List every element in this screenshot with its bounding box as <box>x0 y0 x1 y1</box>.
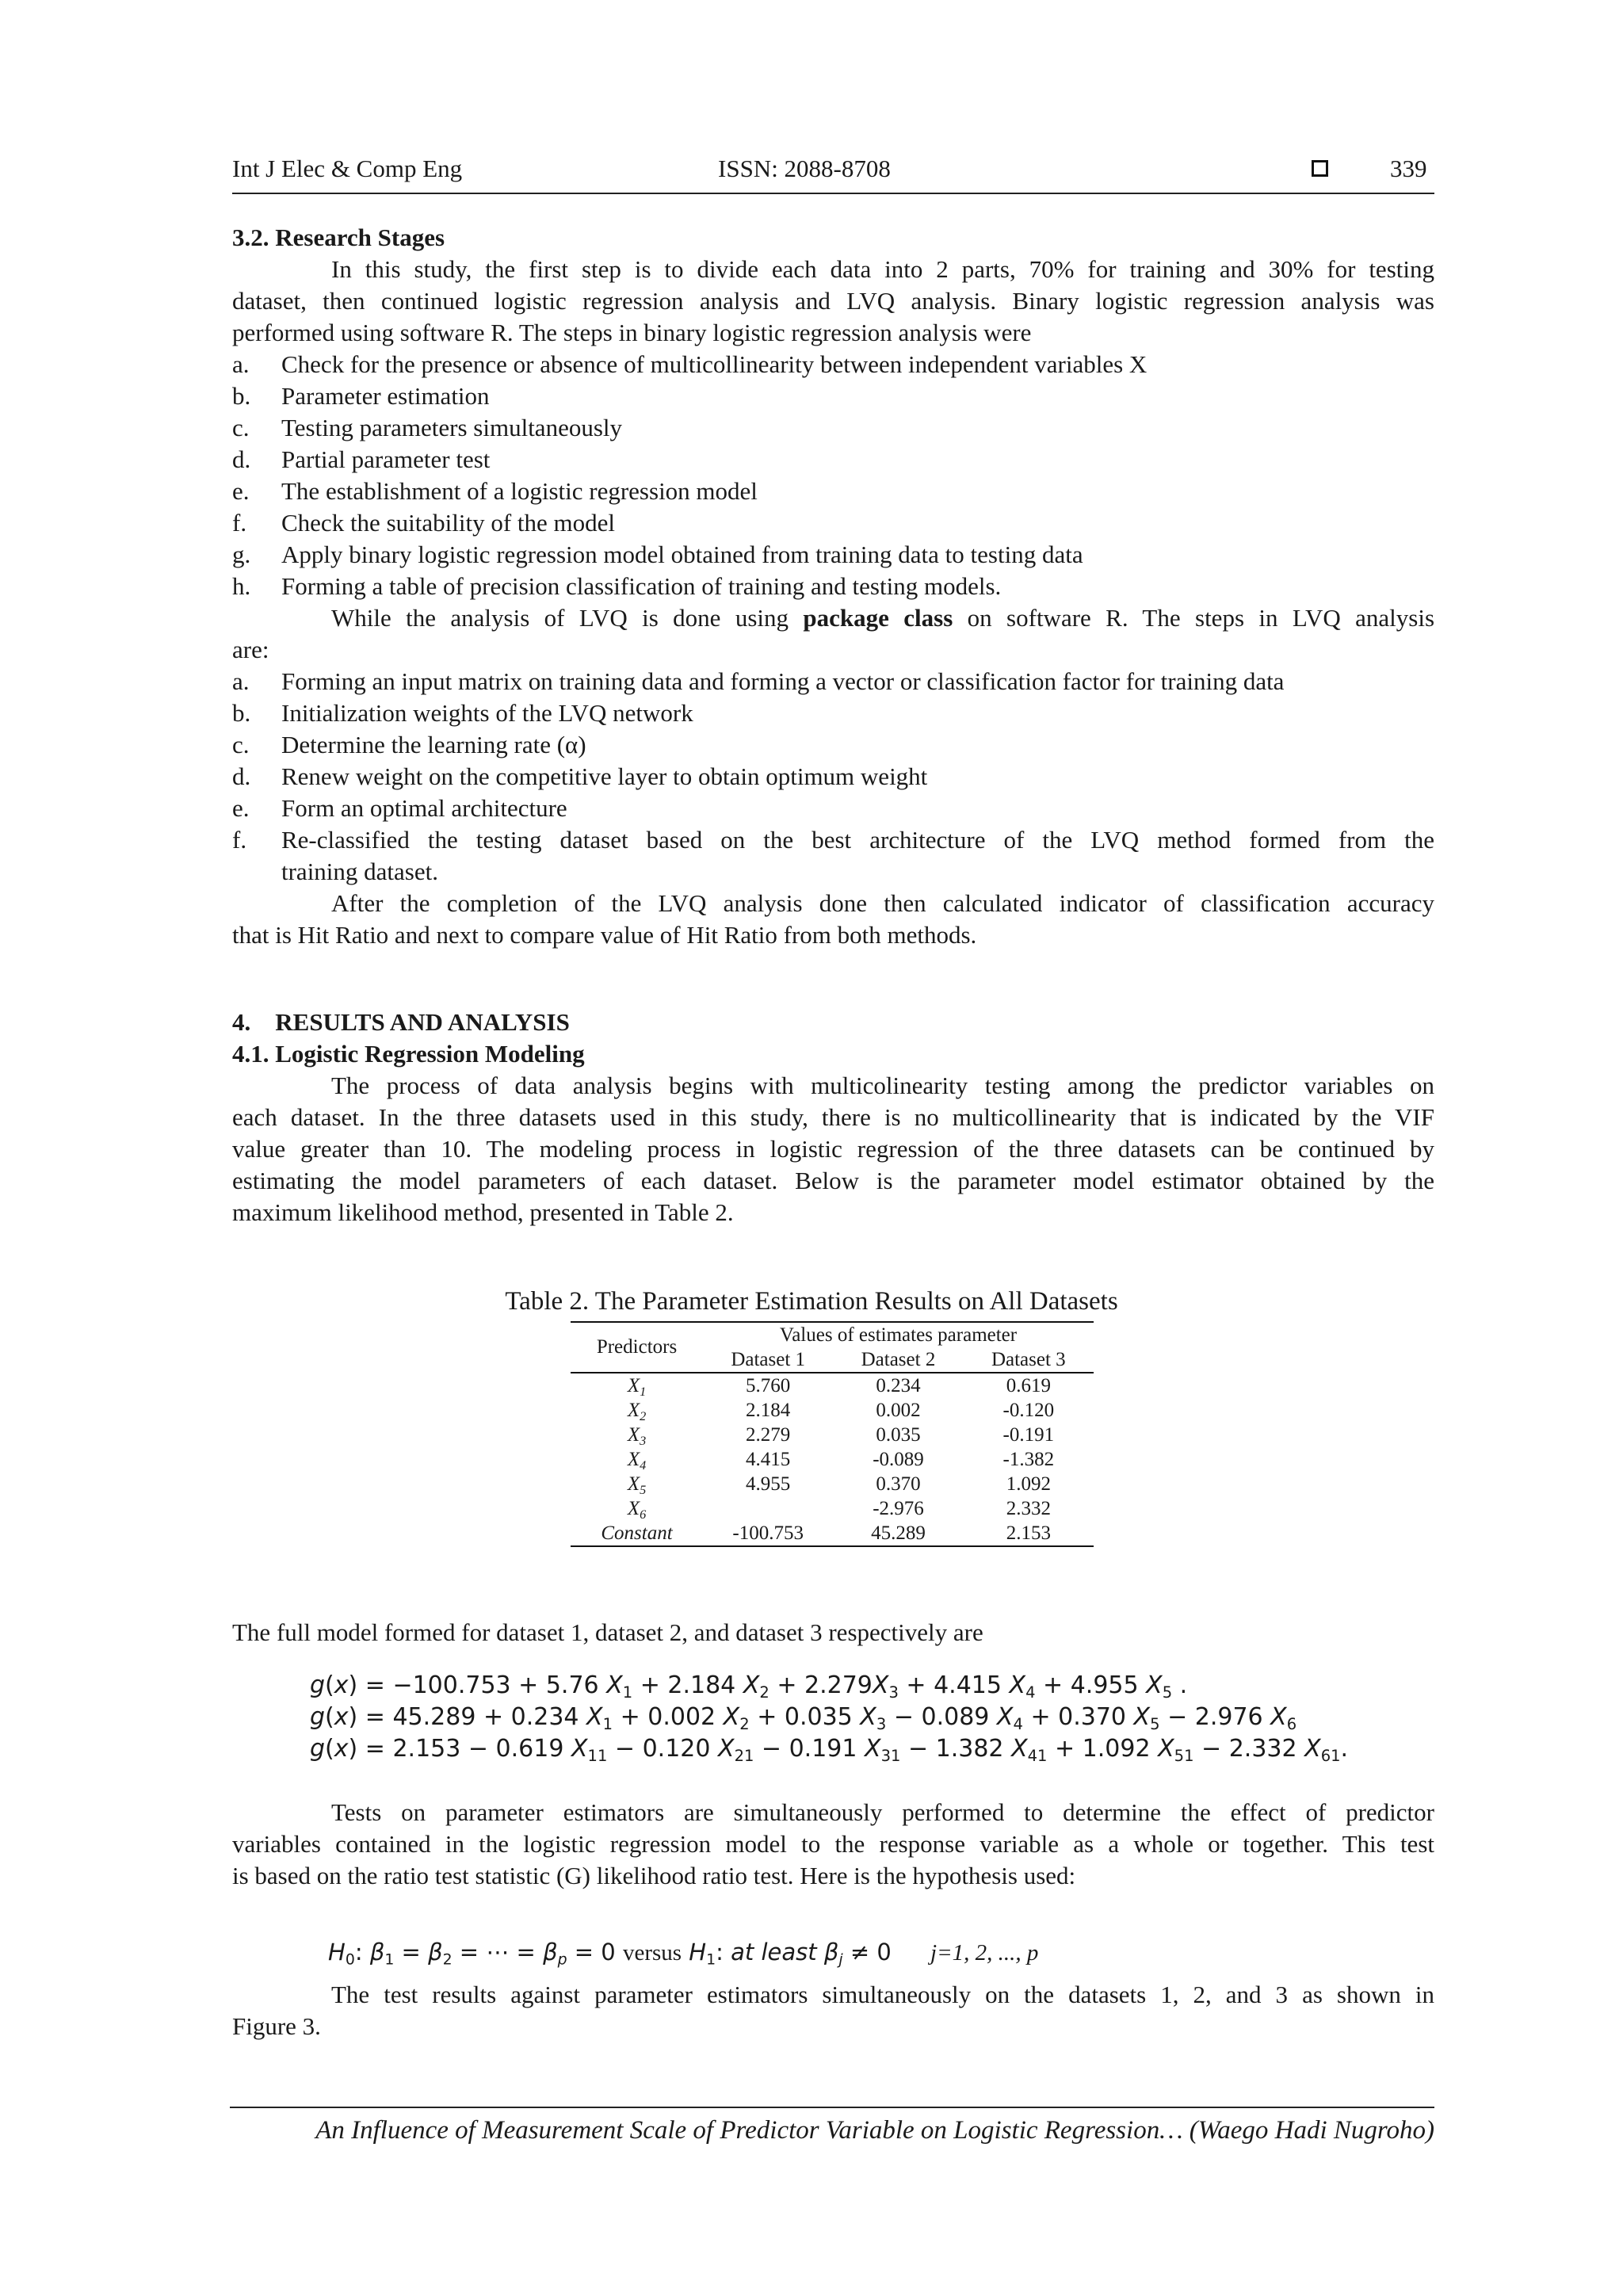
table-row: $X_6$ -2.976 2.332 <box>627 1497 1051 1522</box>
paragraph-line: estimating the model parameters of each dataset. Below is the parameter model estimator obtained by the <box>232 1167 1434 1194</box>
running-header <box>232 153 1434 194</box>
table-row: $X_3$ 2.279 0.035 -0.191 <box>627 1423 1055 1448</box>
paragraph-line: The test results against parameter estimators simultaneously on the datasets 1, 2, and 3 as shown in <box>331 1981 1434 2008</box>
table-row: $X_4$ 4.415 -0.089 -1.382 <box>627 1448 1055 1473</box>
section-heading-4-1: 4.1. Logistic Regression Modeling <box>232 1040 585 1068</box>
paragraph-line: While the analysis of LVQ is done using package class on software R. The steps in LVQ analysis <box>331 604 1435 632</box>
column-group-header: Values of estimates parameter <box>779 1324 1018 1346</box>
models-intro: The full model formed for dataset 1, dataset 2, and dataset 3 respectively are <box>232 1618 983 1646</box>
table-row: $X_1$ 5.760 0.234 0.619 <box>627 1374 1051 1399</box>
paragraph-line: variables contained in the logistic regression model to the response variable as a whole or together. This test <box>232 1830 1434 1858</box>
paragraph-line: Figure 3. <box>232 2012 321 2040</box>
table-row-constant: Constant -100.753 45.289 2.153 <box>571 1521 1094 1546</box>
paragraph-line: dataset, then continued logistic regression analysis and LVQ analysis. Binary logistic regression analysis was <box>232 287 1434 315</box>
table-row: $X_5$ 4.955 0.370 1.092 <box>627 1473 1051 1497</box>
paragraph-line: that is Hit Ratio and next to compare value of Hit Ratio from both methods. <box>232 921 977 949</box>
column-header: Dataset 2 <box>833 1347 963 1373</box>
table-caption: Table 2. The Parameter Estimation Results on All Datasets <box>505 1287 1118 1316</box>
paragraph-line: After the completion of the LVQ analysis done then calculated indicator of classification accuracy <box>331 889 1434 917</box>
checkbox-square-icon <box>1312 160 1328 177</box>
column-header: Dataset 1 <box>703 1347 833 1373</box>
running-footer: An Influence of Measurement Scale of Predictor Variable on Logistic Regression… (Waego Hadi Nugroho) <box>230 2107 1434 2145</box>
column-header: Dataset 3 <box>964 1347 1094 1373</box>
equation-dataset-2: g(x) = 45.289 + 0.234 $X_1 + 0.002$ $X_2 + 0.035$ $X_3 - 0.089$ $X_4 + 0.370$ $X_5 - 2.976$ $X_6$ <box>310 1703 1297 1733</box>
list-item-continued: training dataset. <box>281 858 438 885</box>
paragraph-line: performed using software R. The steps in binary logistic regression analysis were <box>232 319 1032 346</box>
paragraph-line: In this study, the first step is to divide each data into 2 parts, 70% for training and 30% for testing <box>331 255 1434 283</box>
paragraph-line: is based on the ratio test statistic (G) likelihood ratio test. Here is the hypothesis used: <box>232 1862 1076 1889</box>
issn: ISSN: 2088-8708 <box>718 155 891 182</box>
section-heading-4: 4. RESULTS AND ANALYSIS <box>232 1008 570 1036</box>
equation-dataset-3: g(x) = 2.153 − 0.619 $X_{11} - 0.120$ $X_{21} - 0.191$ $X_{31} - 1.382$ $X_{41} + 1.092$ $X_{51} - 2.332$ $X_{61}$. <box>310 1735 1349 1765</box>
hypothesis: $H_0$: $\beta_1 = \beta_2$ = ⋯ = $\beta_p = 0$ versus $H_1$: at least $\beta_j \ne 0$ j=1, 2, ..., p <box>328 1939 1039 1969</box>
paragraph-line: maximum likelihood method, presented in Table 2. <box>232 1198 734 1226</box>
column-header-predictors: Predictors <box>571 1322 703 1373</box>
paragraph-line: The process of data analysis begins with multicolinearity testing among the predictor variables on <box>331 1072 1434 1099</box>
paragraph-line: each dataset. In the three datasets used in this study, there is no multicollinearity that is indicated by the VIF <box>232 1103 1434 1131</box>
table-row: $X_2$ 2.184 0.002 -0.120 <box>627 1399 1055 1423</box>
paragraph-line: are: <box>232 636 269 663</box>
page-number: 339 <box>1390 155 1427 182</box>
section-heading-3-2: 3.2. Research Stages <box>232 223 445 251</box>
paragraph-line: value greater than 10. The modeling process in logistic regression of the three datasets can be continued by <box>232 1135 1434 1163</box>
paragraph-line: Tests on parameter estimators are simultaneously performed to determine the effect of predictor <box>331 1798 1434 1826</box>
journal-name: Int J Elec & Comp Eng <box>232 155 463 182</box>
list-item: Re-classified the testing dataset based on the best architecture of the LVQ method formed from the <box>281 826 1434 854</box>
parameter-estimation-table <box>571 1321 1094 1547</box>
equation-dataset-1: g(x) = −100.753 + 5.76 $X_1 + 2.184$ $X_2 + 2.279X_3 + 4.415$ $X_4 + 4.955$ $X_5$ . <box>310 1671 1188 1702</box>
